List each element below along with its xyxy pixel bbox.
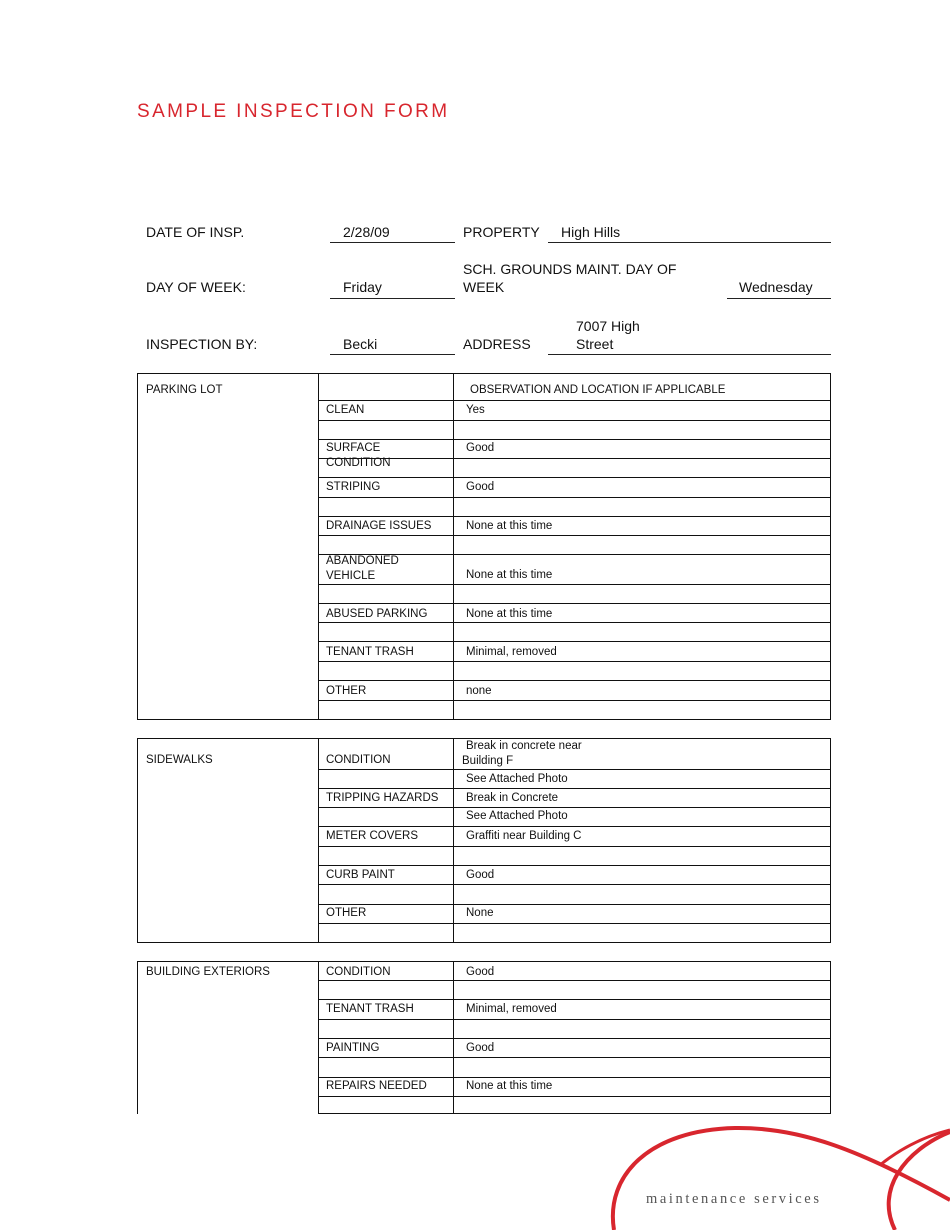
address-label: ADDRESS [463, 336, 531, 352]
obs-surface-condition[interactable]: Good [466, 442, 495, 454]
item-painting: PAINTING [326, 1042, 380, 1054]
section-label: SIDEWALKS [146, 754, 213, 766]
item-abused-parking: ABUSED PARKING [326, 608, 428, 620]
sch-label-line2: WEEK [463, 279, 505, 295]
obs-tenant-trash[interactable]: Minimal, removed [466, 646, 557, 658]
item-repairs-needed: REPAIRS NEEDED [326, 1080, 427, 1092]
item-abandoned-vehicle-line1: ABANDONED [326, 555, 399, 567]
obs-clean[interactable]: Yes [466, 404, 485, 416]
item-condition: CONDITION [326, 754, 391, 766]
swoosh-arc-outer [613, 1128, 950, 1230]
obs-tripping-hazards-extra[interactable]: See Attached Photo [466, 810, 568, 822]
obs-painting[interactable]: Good [466, 1042, 495, 1054]
obs-condition-line2[interactable]: Building F [462, 755, 514, 767]
form-title: SAMPLE INSPECTION FORM [137, 101, 450, 122]
obs-tripping-hazards[interactable]: Break in Concrete [466, 792, 559, 804]
obs-abandoned-vehicle[interactable]: None at this time [466, 569, 553, 581]
day-value[interactable]: Friday [343, 279, 382, 295]
section-label: BUILDING EXTERIORS [146, 966, 270, 978]
item-tenant-trash: TENANT TRASH [326, 646, 414, 658]
obs-other[interactable]: None [466, 907, 494, 919]
date-label: DATE OF INSP. [146, 224, 245, 240]
obs-drainage-issues[interactable]: None at this time [466, 520, 553, 532]
item-drainage-issues: DRAINAGE ISSUES [326, 520, 432, 532]
section-label: PARKING LOT [146, 384, 223, 396]
item-surface-condition: SURFACE CONDITION [326, 442, 391, 469]
day-label: DAY OF WEEK: [146, 279, 246, 295]
address-line1[interactable]: 7007 High [576, 318, 640, 334]
obs-tenant-trash[interactable]: Minimal, removed [466, 1003, 557, 1015]
obs-curb-paint[interactable]: Good [466, 869, 495, 881]
item-other: OTHER [326, 685, 367, 697]
item-striping: STRIPING [326, 481, 381, 493]
obs-condition[interactable]: Good [466, 966, 495, 978]
item-other: OTHER [326, 907, 367, 919]
item-tripping-hazards: TRIPPING HAZARDS [326, 792, 439, 804]
date-value[interactable]: 2/28/09 [343, 224, 390, 240]
obs-striping[interactable]: Good [466, 481, 495, 493]
item-clean: CLEAN [326, 404, 365, 416]
swoosh-arc-right [889, 1132, 950, 1230]
property-label: PROPERTY [463, 224, 540, 240]
obs-meter-covers[interactable]: Graffiti near Building C [466, 830, 582, 842]
sch-label-line1: SCH. GROUNDS MAINT. DAY OF [463, 261, 677, 277]
inspector-label: INSPECTION BY: [146, 336, 258, 352]
obs-abused-parking[interactable]: None at this time [466, 608, 553, 620]
item-abandoned-vehicle-line2: VEHICLE [326, 570, 376, 582]
sch-value[interactable]: Wednesday [739, 279, 813, 295]
obs-other[interactable]: none [466, 685, 492, 697]
observation-header: OBSERVATION AND LOCATION IF APPLICABLE [470, 384, 726, 396]
obs-condition-extra[interactable]: See Attached Photo [466, 773, 568, 785]
inspector-value[interactable]: Becki [343, 336, 378, 352]
item-condition: CONDITION [326, 966, 391, 978]
brand-wordmark: maintenance services [646, 1191, 822, 1207]
address-line2[interactable]: Street [576, 336, 614, 352]
obs-condition-line1[interactable]: Break in concrete near [466, 740, 582, 752]
item-curb-paint: CURB PAINT [326, 869, 395, 881]
item-meter-covers: METER COVERS [326, 830, 419, 842]
property-value[interactable]: High Hills [561, 224, 621, 240]
obs-repairs-needed[interactable]: None at this time [466, 1080, 553, 1092]
item-tenant-trash: TENANT TRASH [326, 1003, 414, 1015]
